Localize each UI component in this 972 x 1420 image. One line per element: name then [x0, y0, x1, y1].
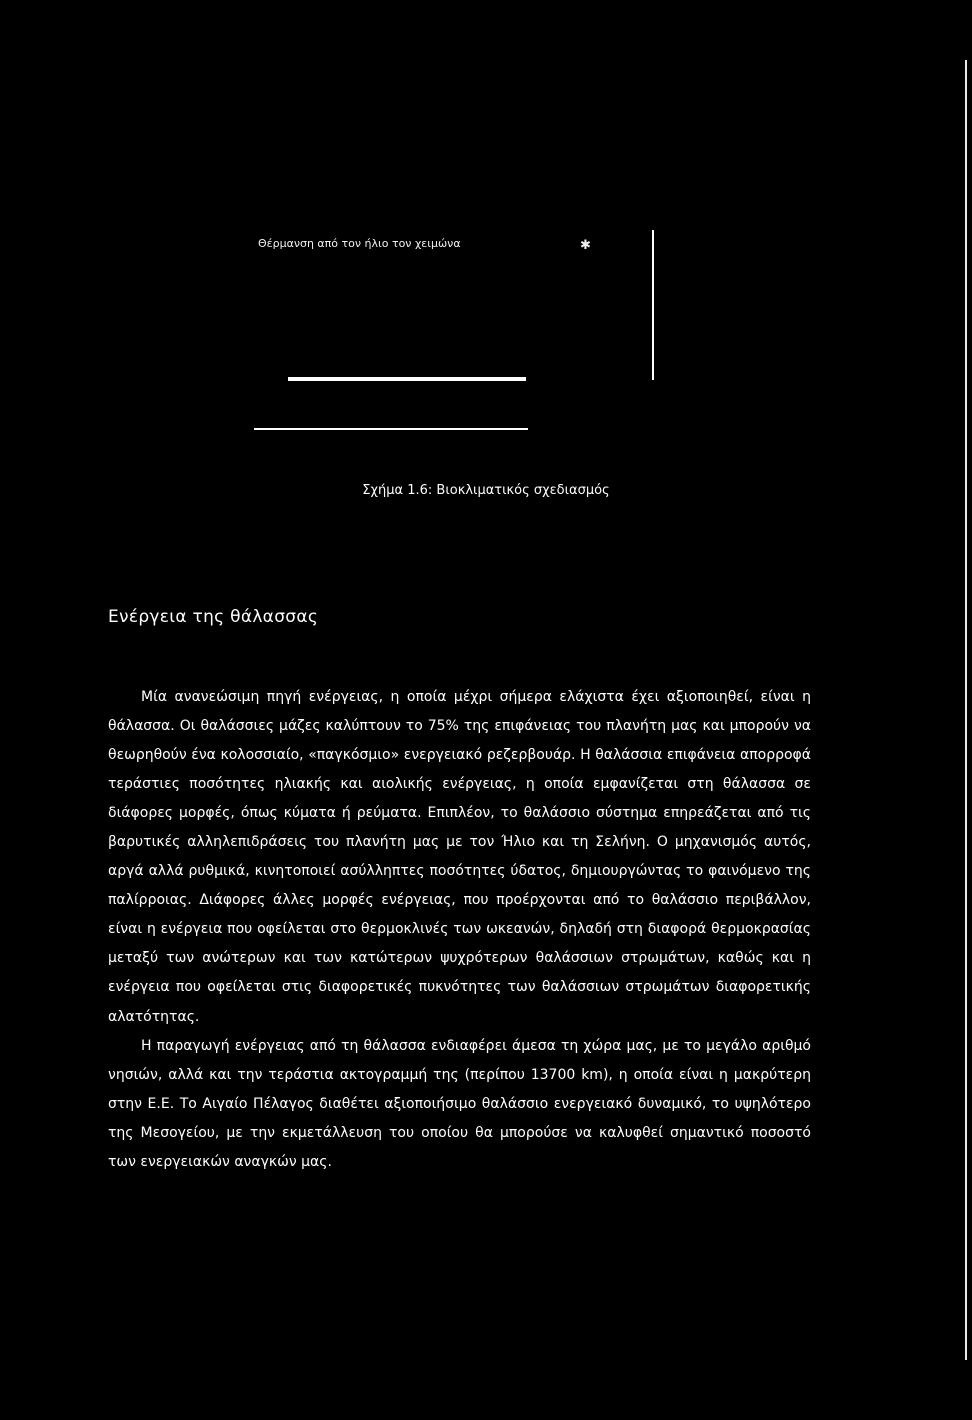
figure-inner-caption: Θέρμανση από τον ήλιο τον χειμώνα	[258, 237, 461, 250]
figure-ground-line	[254, 428, 528, 430]
section-title: Ενέργεια της θάλασσας	[108, 607, 319, 627]
body-text	[108, 683, 811, 1177]
figure-floor-bar	[288, 377, 526, 381]
figure-caption: Σχήμα 1.6: Βιοκλιματικός σχεδιασμός	[362, 483, 610, 498]
sun-icon: ✱	[580, 238, 591, 253]
figure-bioclimatic-design	[230, 222, 670, 467]
page-edge-line	[965, 60, 967, 1360]
paragraph: Η παραγωγή ενέργειας από τη θάλασσα ενδιαφέρει άμεσα τη χώρα μας, με το μεγάλο αριθμό νησιών, αλλά και την τεράστια ακτογραμμή της (περίπου 13700 km), η οποία είναι η μακρύτερη στην Ε.Ε. Το Αιγαίο Πέλαγος διαθέτει αξιοποιήσιμο θαλάσσιο ενεργειακό δυναμικό, το υψηλότερο της Μεσογείου, με την εκμετάλλευση του οποίου θα μπορούσε να καλυφθεί σημαντικό ποσοστό των ενεργειακών αναγκών μας.	[108, 1037, 811, 1170]
figure-wall-line	[652, 230, 654, 380]
paragraph: Μία ανανεώσιμη πηγή ενέργειας, η οποία μέχρι σήμερα ελάχιστα έχει αξιοποιηθεί, είναι η θάλασσα. Οι θαλάσσιες μάζες καλύπτουν το 75% της επιφάνειας του πλανήτη μας και μπορούν να θεωρηθούν ένα κολοσσιαίο, «παγκόσμιο» ενεργειακό ρεζερβουάρ. Η θαλάσσια επιφάνεια απορροφά τεράστιες ποσότητες ηλιακής και αιολικής ενέργειας, η οποία εμφανίζεται στη θάλασσα σε διάφορες μορφές, όπως κύματα ή ρεύματα. Επιπλέον, το θαλάσσιο σύστημα επηρεάζεται από τις βαρυτικές αλληλεπιδράσεις του πλανήτη μας με τον Ήλιο και τη Σελήνη. Ο μηχανισμός αυτός, αργά αλλά ρυθμικά, κινητοποιεί ασύλληπτες ποσότητες ύδατος, δημιουργώντας το φαινόμενο της παλίρροιας. Διάφορες άλλες μορφές ενέργειας, που προέρχονται από το θαλάσσιο περιβάλλον, είναι η ενέργεια που οφείλεται στο θερμοκλινές των ωκεανών, δηλαδή στη διαφορά θερμοκρασίας μεταξύ των ανώτερων και των κατώτερων ψυχρότερων θαλάσσιων στρωμάτων, καθώς και η ενέργεια που οφείλεται στις διαφορετικές πυκνότητες των θαλάσσιων στρωμάτων διαφορετικής αλατότητας.	[108, 689, 811, 1025]
